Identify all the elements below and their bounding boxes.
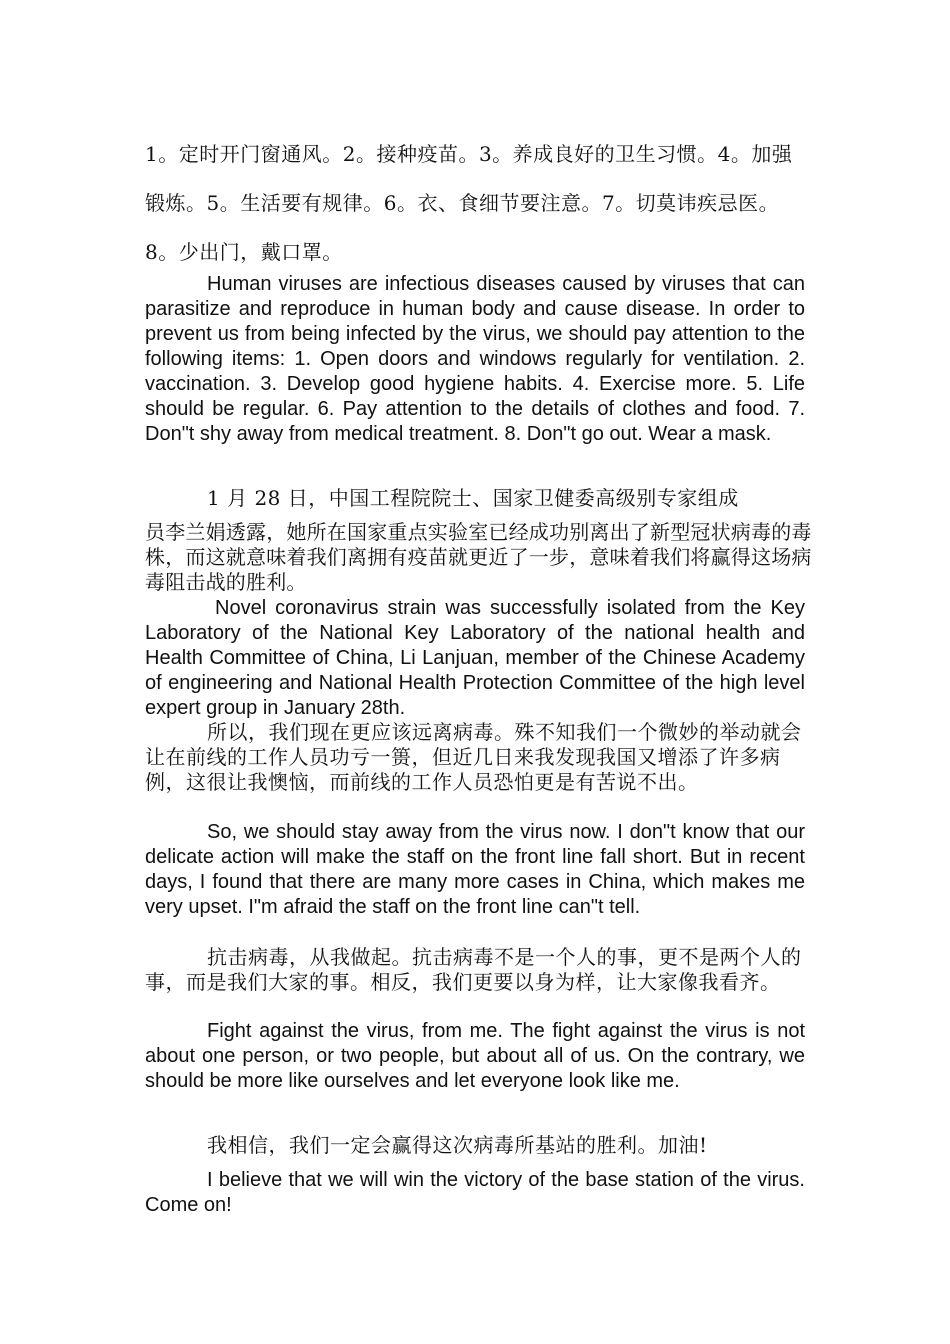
- zh-prevention-list: 1。定时开门窗通风。2。接种疫苗。3。养成良好的卫生习惯。4。加强锻炼。5。生活要有规律。6。衣、食细节要注意。7。切莫讳疾忌医。8。少出门，戴口罩。: [145, 142, 793, 264]
- zh-news-paragraph: 员李兰娟透露，她所在国家重点实验室已经成功别离出了新型冠状病毒的毒株，而这就意味着我们离拥有疫苗就更近了一步，意味着我们将赢得这场病毒阻击战的胜利。: [145, 520, 812, 594]
- en-paragraph-4: Fight against the virus, from me. The fight against the virus is not about one person, or two people, but about all of us. On the contrary, we should be more like ourselves and let everyone look like me.: [145, 1020, 805, 1092]
- en-paragraph-3: So, we should stay away from the virus now. I don"t know that our delicate action will make the staff on the front line fall short. But in recent days, I found that there are many more cases in China, which makes me very upset. I"m afraid the staff on the front line can"t tell.: [145, 821, 805, 918]
- zh-paragraph-3: 所以，我们现在更应该远离病毒。殊不知我们一个微妙的举动就会让在前线的工作人员功亏一篑，但近几日来我发现我国又增添了许多病例，这很让我懊恼，而前线的工作人员恐怕更是有苦说不出。: [145, 720, 802, 794]
- zh-paragraph-4: 抗击病毒，从我做起。抗击病毒不是一个人的事，更不是两个人的事，而是我们大家的事。相反，我们更要以身为样，让大家像我看齐。: [145, 945, 802, 994]
- zh-news-first-line: 1 月 28 日，中国工程院院士、国家卫健委高级别专家组成: [207, 486, 739, 510]
- en-prevention-paragraph: Human viruses are infectious diseases caused by viruses that can parasitize and reproduce in human body and cause disease. In order to prevent us from being infected by the virus, we should pay attention to the following items: 1. Open doors and windows regularly for ventilation. 2. vaccination. 3. Develop good hygiene habits. 4. Exercise more. 5. Life should be regular. 6. Pay attention to the details of clothes and food. 7. Don"t shy away from medical treatment. 8. Don"t go out. Wear a mask.: [145, 273, 805, 445]
- en-final-paragraph: I believe that we will win the victory of the base station of the virus. Come on!: [145, 1169, 805, 1216]
- en-news-paragraph: Novel coronavirus strain was successfully isolated from the Key Laboratory of the National Key Laboratory of the national health and Health Committee of China, Li Lanjuan, member of the Chinese Academy of engineering and National Health Protection Committee of the high level expert group in January 28th.: [145, 597, 805, 719]
- zh-final-paragraph: 我相信，我们一定会赢得这次病毒所基站的胜利。加油!: [207, 1133, 708, 1157]
